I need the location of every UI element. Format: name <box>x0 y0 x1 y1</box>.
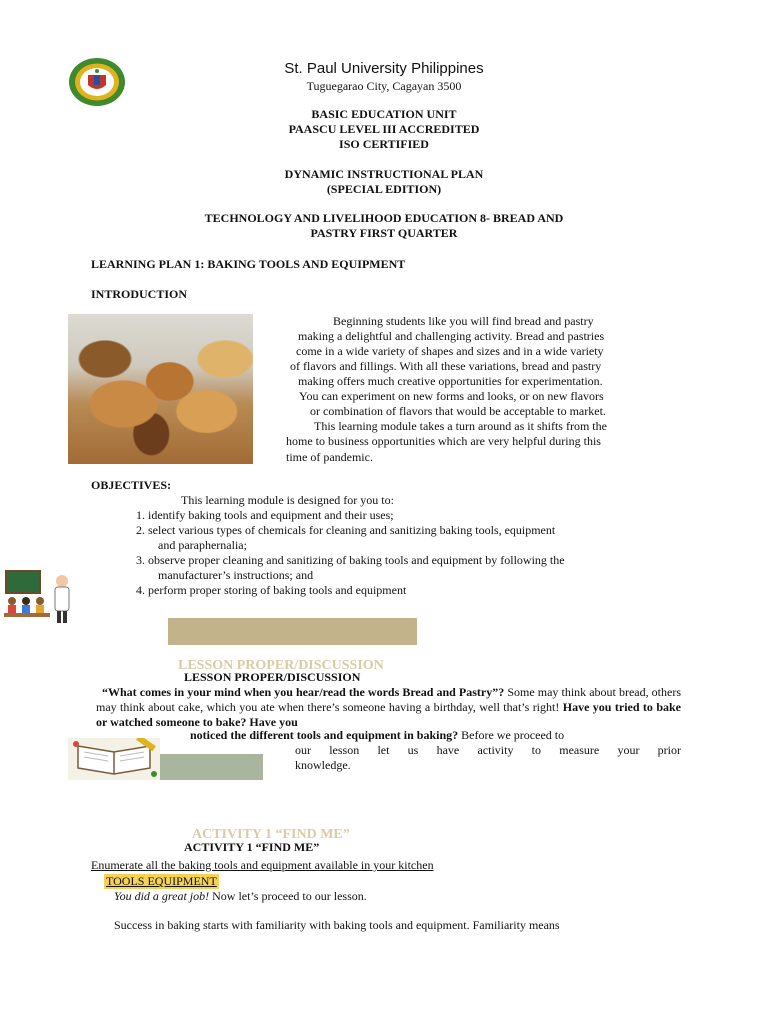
intro-line: come in a wide variety of shapes and sizes and in a wide variety <box>296 344 604 358</box>
unit-line-3: ISO CERTIFIED <box>339 137 429 151</box>
classroom-illustration <box>0 567 78 625</box>
intro-line: You can experiment on new forms and looks, or on new flavors <box>299 389 604 403</box>
lesson-text-2c: knowledge. <box>295 758 351 772</box>
university-address: Tuguegarao City, Cagayan 3500 <box>306 79 462 93</box>
plan-title-line-1: DYNAMIC INSTRUCTIONAL PLAN <box>284 167 484 181</box>
lesson-question-2b: noticed the different tools and equipment in baking? <box>190 728 459 742</box>
intro-line: of flavors and fillings. With all these variations, bread and pastry <box>290 359 602 373</box>
objective-text: identify baking tools and equipment and their uses; <box>148 508 394 522</box>
course-title-line-2: PASTRY FIRST QUARTER <box>310 226 458 240</box>
objective-text: select various types of chemicals for cleaning and sanitizing baking tools, equipment <box>148 523 556 537</box>
lesson-paragraph <box>96 685 681 730</box>
university-name: St. Paul University Philippines <box>284 60 484 77</box>
unit-line-2: PAASCU LEVEL III ACCREDITED <box>288 122 480 136</box>
lesson-paragraph-cont <box>190 728 681 743</box>
open-book-illustration <box>68 738 160 780</box>
intro-line: making a delightful and challenging activity. Bread and pastries <box>298 329 605 343</box>
bread-pastry-photo <box>68 314 253 464</box>
objective-text: observe proper cleaning and sanitizing of baking tools and equipment by following the <box>148 553 565 567</box>
objective-number: 1. <box>136 508 145 522</box>
objective-number: 3. <box>136 553 145 567</box>
unit-line-1: BASIC EDUCATION UNIT <box>311 107 457 121</box>
learning-plan-title: LEARNING PLAN 1: BAKING TOOLS AND EQUIPMENT <box>91 257 406 271</box>
objective-number: 2. <box>136 523 145 537</box>
objective-item <box>136 508 696 523</box>
objectives-lead: This learning module is designed for you to: <box>181 493 394 507</box>
activity-praise-line <box>114 889 367 904</box>
lesson-heading-shadow: LESSON PROPER/DISCUSSION <box>178 658 384 673</box>
course-title-line-1: TECHNOLOGY AND LIVELIHOOD EDUCATION 8- BREAD AND <box>204 211 564 225</box>
objective-text: perform proper storing of baking tools and equipment <box>148 583 407 597</box>
intro-line: Beginning students like you will find bread and pastry <box>333 314 594 328</box>
objective-item <box>136 523 696 553</box>
activity-heading: ACTIVITY 1 “FIND ME” <box>184 840 320 854</box>
activity-instruction: Enumerate all the baking tools and equipment available in your kitchen <box>91 858 434 872</box>
lesson-heading: LESSON PROPER/DISCUSSION <box>184 670 361 684</box>
lesson-question-2a: Have you tried to bake or watched someone to bake? Have you <box>96 700 681 729</box>
activity-banner-bar <box>160 754 263 780</box>
objective-number: 4. <box>136 583 145 597</box>
activity-praise-rest: Now let’s proceed to our lesson. <box>209 889 367 903</box>
intro-line: time of pandemic. <box>286 450 373 464</box>
objective-continuation: manufacturer’s instructions; and <box>158 568 314 582</box>
intro-line: home to business opportunities which are very helpful during this <box>286 434 601 448</box>
intro-line: This learning module takes a turn around as it shifts from the <box>314 419 607 433</box>
objectives-list <box>136 508 696 598</box>
closing-paragraph: Success in baking starts with familiarity with baking tools and equipment. Familiarity means <box>114 918 560 932</box>
objective-item <box>136 553 696 583</box>
activity-heading-shadow: ACTIVITY 1 “FIND ME” <box>192 827 350 842</box>
activity-praise: You did a great job! <box>114 889 210 903</box>
objective-item <box>136 583 696 598</box>
intro-line: making offers much creative opportunities for experimentation. <box>298 374 603 388</box>
objective-continuation: and paraphernalia; <box>158 538 247 552</box>
tools-equipment-highlight: TOOLS EQUIPMENT <box>106 874 217 888</box>
introduction-heading: INTRODUCTION <box>91 287 188 301</box>
lesson-text-2a: Before we proceed to <box>458 728 565 742</box>
lesson-banner-bar <box>168 618 417 645</box>
lesson-text-2b: our lesson let us have activity to measure your prior <box>295 743 681 757</box>
objectives-heading: OBJECTIVES: <box>91 478 172 492</box>
plan-title-line-2: (SPECIAL EDITION) <box>326 182 442 196</box>
intro-line: or combination of flavors that would be acceptable to market. <box>310 404 606 418</box>
lesson-text-1: Some may think about bread, others may think about cake, which you ate when there’s someone having a birthday, well that’s right! <box>96 685 682 714</box>
lesson-question-1: “What comes in your mind when you hear/read the words Bread and Pastry”? <box>102 685 505 699</box>
